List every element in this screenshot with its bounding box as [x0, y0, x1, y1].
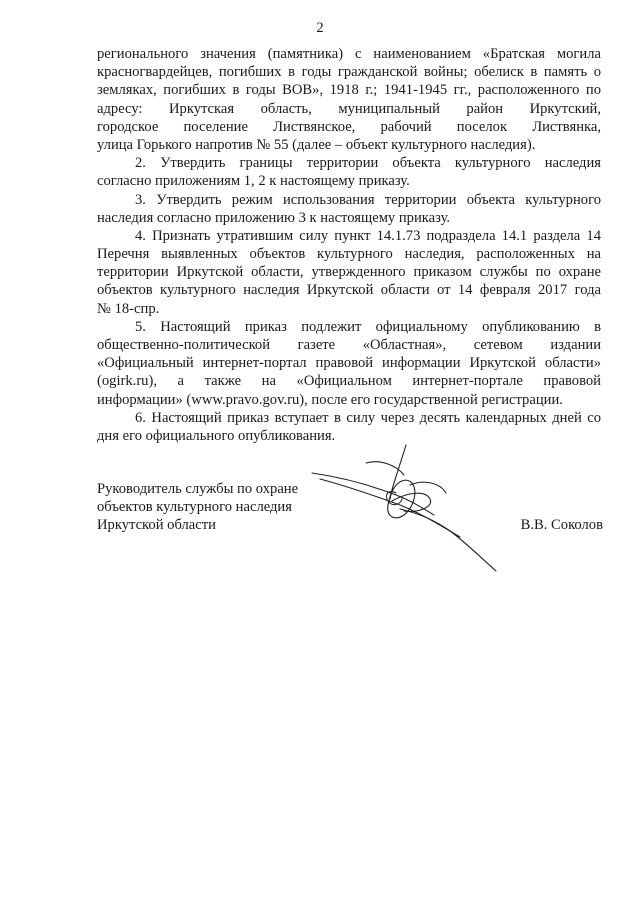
position-line: объектов культурного наследия — [97, 499, 292, 516]
handwritten-signature — [300, 425, 510, 585]
text-line: № 18-спр. — [97, 300, 160, 317]
text-line: городское поселение Листвянское, рабочий поселок Листвянка, — [97, 118, 601, 135]
text-line: «Официальный интернет-портал правовой информации Иркутской области» — [97, 355, 601, 372]
text-line: 6. Настоящий приказ вступает в силу через десять календарных дней со — [135, 409, 601, 426]
paragraph-2 — [97, 154, 601, 190]
paragraph-3 — [97, 191, 601, 227]
text-line: территории Иркутской области, утвержденного приказом службы по охране — [97, 264, 601, 281]
text-line: улица Горького напротив № 55 (далее – объект культурного наследия). — [97, 136, 536, 153]
text-line: согласно приложениям 1, 2 к настоящему приказу. — [97, 173, 410, 190]
text-line: наследия согласно приложению 3 к настоящему приказу. — [97, 209, 451, 226]
text-line: информации» (www.pravo.gov.ru), после его государственной регистрации. — [97, 391, 563, 408]
document-body — [97, 45, 601, 445]
paragraph-4 — [97, 227, 601, 318]
position-line: Руководитель службы по охране — [97, 481, 299, 497]
position-line: Иркутской области — [97, 517, 216, 534]
signer-name: В.В. Соколов — [520, 517, 603, 533]
text-line: Перечня выявленных объектов культурного наследия, расположенных на — [97, 246, 601, 263]
text-line: адресу: Иркутская область, муниципальный район Иркутский, — [97, 100, 601, 117]
text-line: 5. Настоящий приказ подлежит официальному опубликованию в — [135, 318, 601, 335]
text-line: земляках, погибших в годы ВОВ», 1918 г.; 1941-1945 гг., расположенного по — [97, 82, 601, 99]
paragraph-1 — [97, 45, 601, 154]
text-line: дня его официального опубликования. — [97, 427, 336, 444]
text-line: 3. Утвердить режим использования территории объекта культурного — [135, 191, 601, 208]
paragraph-5 — [97, 318, 601, 409]
text-line: (ogirk.ru), а также на «Официальном интернет-портале правовой — [97, 373, 601, 390]
text-line: регионального значения (памятника) с наименованием «Братская могила — [97, 46, 601, 62]
text-line: 4. Признать утратившим силу пункт 14.1.73 подраздела 14.1 раздела 14 — [135, 227, 601, 244]
text-line: 2. Утвердить границы территории объекта культурного наследия — [135, 155, 601, 172]
text-line: объектов культурного наследия Иркутской области от 14 февраля 2017 года — [97, 282, 601, 299]
page-number: 2 — [316, 20, 324, 36]
text-line: красногвардейцев, погибших в годы гражданской войны; обелиск в память о — [97, 64, 601, 81]
text-line: общественно-политической газете «Областная», сетевом издании — [97, 337, 601, 353]
